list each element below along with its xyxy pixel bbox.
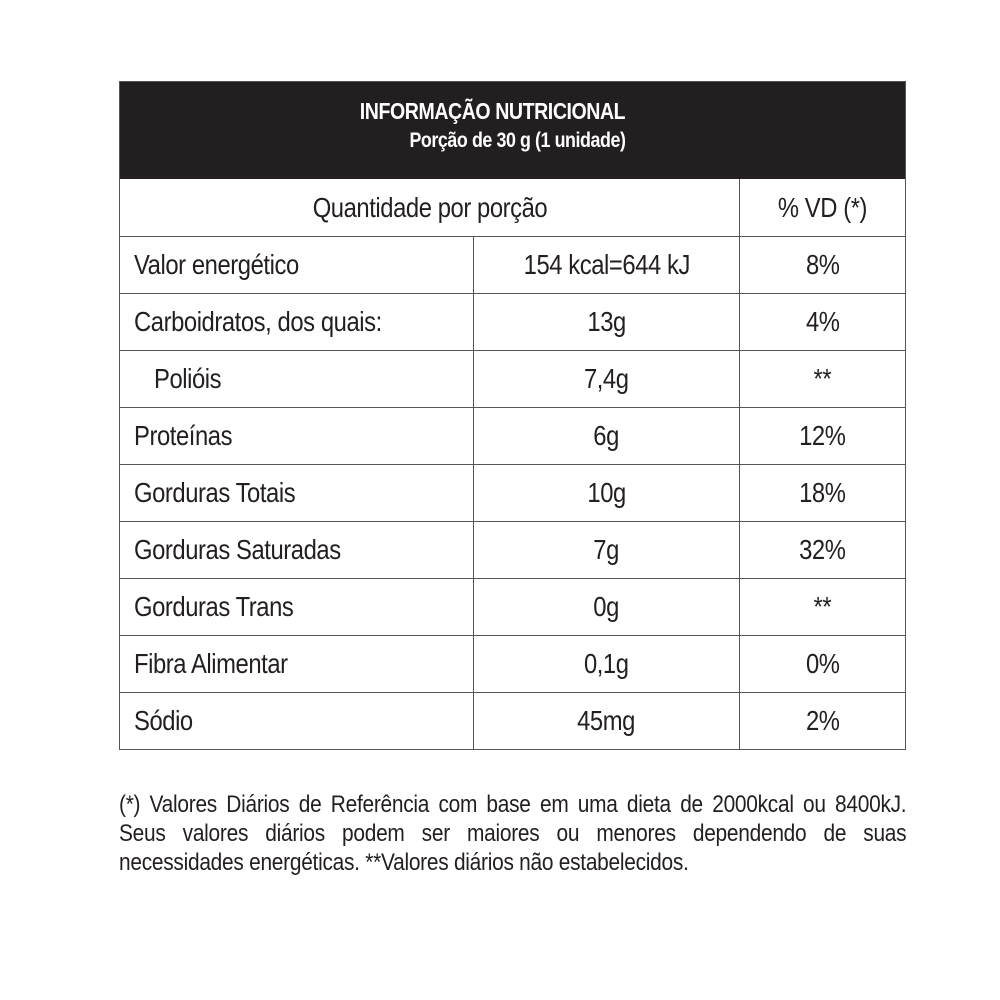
nutrient-name: Sódio	[120, 693, 474, 749]
table-row	[120, 578, 905, 635]
table-title: INFORMAÇÃO NUTRICIONAL	[359, 98, 626, 124]
nutrient-name: Proteínas	[120, 408, 474, 464]
nutrient-name: Fibra Alimentar	[120, 636, 474, 692]
nutrient-vd: **	[813, 363, 832, 394]
nutrient-name: Gorduras Trans	[120, 579, 474, 635]
serving-size: Porção de 30 g (1 unidade)	[409, 129, 626, 152]
nutrient-vd: 0%	[805, 648, 840, 679]
nutrient-amount: 10g	[474, 465, 740, 521]
table-row	[120, 407, 905, 464]
nutrient-vd: 18%	[799, 477, 846, 508]
table-header	[120, 82, 905, 179]
nutrient-name: Gorduras Saturadas	[120, 522, 474, 578]
table-row	[120, 236, 905, 293]
nutrient-vd: 12%	[799, 420, 846, 451]
nutrient-vd: 2%	[805, 705, 840, 736]
nutrient-amount: 7g	[474, 522, 740, 578]
nutrient-amount: 13g	[474, 294, 740, 350]
nutrient-amount: 7,4g	[474, 351, 740, 407]
nutrient-amount: 0g	[474, 579, 740, 635]
nutrient-vd: 32%	[799, 534, 846, 565]
footnote	[119, 790, 906, 877]
vd-column-header: % VD (*)	[777, 191, 868, 223]
table-row	[120, 293, 905, 350]
table-row	[120, 692, 905, 749]
nutrient-name: Valor energético	[120, 237, 474, 293]
nutrient-amount: 6g	[474, 408, 740, 464]
nutrient-name: Carboidratos, dos quais:	[120, 294, 474, 350]
table-row	[120, 521, 905, 578]
nutrient-vd: **	[813, 591, 832, 622]
nutrient-name: Gorduras Totais	[120, 465, 474, 521]
nutrient-vd: 8%	[805, 249, 840, 280]
quantity-column-header: Quantidade por porção	[120, 179, 740, 236]
nutrition-facts-table	[119, 81, 906, 750]
table-row	[120, 464, 905, 521]
table-row	[120, 350, 905, 407]
nutrient-name: Polióis	[120, 351, 474, 407]
nutrient-amount: 0,1g	[474, 636, 740, 692]
table-row	[120, 635, 905, 692]
nutrient-vd: 4%	[805, 306, 840, 337]
nutrient-amount: 154 kcal=644 kJ	[474, 237, 740, 293]
column-header-row	[120, 179, 905, 236]
footnote-text: (*) Valores Diários de Referência com base em uma dieta de 2000kcal ou 8400kJ. Seus valores diários podem ser maiores ou menores dependendo de suas necessidades energéticas. **Valores diários não estabelecidos.	[119, 791, 907, 876]
nutrient-amount: 45mg	[474, 693, 740, 749]
